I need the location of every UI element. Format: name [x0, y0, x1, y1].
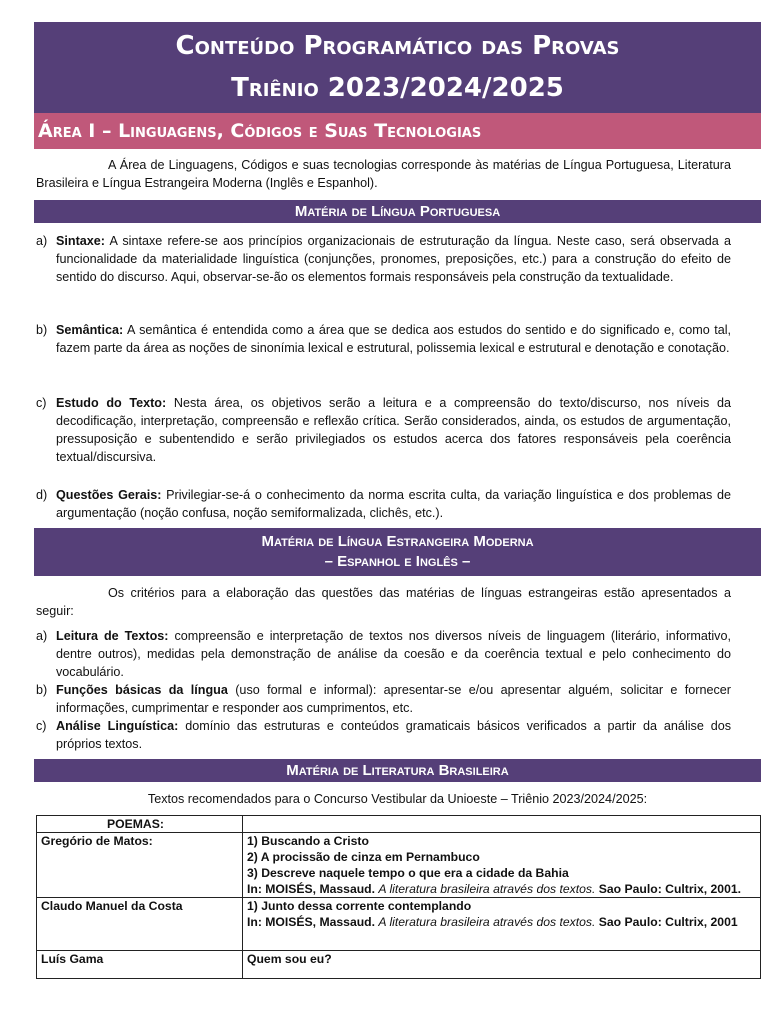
- list-marker: c): [36, 396, 47, 410]
- document-title: Conteúdo Programático das Provas: [175, 31, 620, 61]
- list-item: [36, 232, 731, 286]
- list-marker: d): [36, 488, 48, 502]
- list-marker: c): [36, 719, 47, 733]
- document-title-banner: [34, 22, 761, 113]
- list-item-text: Privilegiar-se-á o conhecimento da norma escrita culta, da variação linguística e dos problemas de argumentação (noção confusa, noção semiformalizada, clichês, etc.).: [56, 488, 731, 520]
- poems-cell: [243, 898, 761, 951]
- list-item: [36, 486, 731, 522]
- estrangeira-intro: Os critérios para a elaboração das questões das matérias de línguas estrangeiras estão apresentados a seguir:: [36, 586, 731, 618]
- poems-cell: [243, 951, 761, 979]
- table-row: [37, 898, 761, 951]
- section-heading-literatura: Matéria de Literatura Brasileira: [34, 759, 761, 782]
- poems-table: [36, 815, 761, 979]
- area-heading: Área I – Linguagens, Códigos e Suas Tecnologias: [34, 113, 761, 149]
- reference-title: A literatura brasileira através dos textos.: [378, 915, 596, 929]
- poem-title: 2) A procissão de cinza em Pernambuco: [247, 850, 480, 864]
- author-cell: Luís Gama: [37, 951, 243, 979]
- area-intro: A Área de Linguagens, Códigos e suas tecnologias corresponde às matérias de Língua Portuguesa, Literatura Brasileira e Língua Estrangeira Moderna (Inglês e Espanhol).: [36, 158, 731, 190]
- list-item-text: compreensão e interpretação de textos nos diversos níveis de linguagem (literário, informativo, dentre outros), medidas pela demonstração de análise da coesão e da coerência textual e pelo conhecimento do vocabulário.: [56, 629, 731, 679]
- list-item-term: Funções básicas da língua: [56, 683, 228, 697]
- table-row: [37, 833, 761, 898]
- list-item-term: Leitura de Textos:: [56, 629, 169, 643]
- reference-title: A literatura brasileira através dos textos.: [378, 882, 596, 896]
- list-item: [36, 627, 731, 681]
- reference-suffix: Sao Paulo: Cultrix, 2001: [595, 915, 738, 929]
- poem-title: 3) Descreve naquele tempo o que era a cidade da Bahia: [247, 866, 569, 880]
- poems-cell: [243, 833, 761, 898]
- list-marker: a): [36, 629, 48, 643]
- list-item-term: Estudo do Texto:: [56, 396, 167, 410]
- reference-prefix: In: MOISÉS, Massaud.: [247, 915, 379, 929]
- list-marker: b): [36, 323, 48, 337]
- section-heading-estrangeira: [34, 528, 761, 576]
- section-heading-portuguesa: Matéria de Língua Portuguesa: [34, 200, 761, 223]
- list-item-text: A semântica é entendida como a área que se dedica aos estudos do sentido e do significado e, como tal, fazem parte da área as noções de sinonímia lexical e estrutural, polissemia lexical e estrutural e denotação e conotação.: [56, 323, 731, 355]
- document-subtitle: Triênio 2023/2024/2025: [231, 73, 564, 103]
- list-item-text: Nesta área, os objetivos serão a leitura e a compreensão do texto/discurso, nos níveis da decodificação, interpretação, compreensão e reflexão crítica. Serão considerados, ainda, os estudos de argumentação, pressuposição e subentendido e serão privilegiados os estudos acerca dos fatores responsáveis pela coerência textual/discursiva.: [56, 396, 731, 464]
- list-marker: b): [36, 683, 48, 697]
- reference-suffix: Sao Paulo: Cultrix, 2001.: [595, 882, 742, 896]
- section-heading-line: Matéria de Língua Estrangeira Moderna: [261, 533, 534, 550]
- list-item: [36, 717, 731, 753]
- list-item-text: domínio das estruturas e conteúdos gramaticais básicos verificados a partir da análise dos próprios textos.: [56, 719, 732, 751]
- author-cell: Claudo Manuel da Costa: [37, 898, 243, 951]
- section-heading-line: – Espanhol e Inglês –: [324, 553, 471, 570]
- list-item-text: (uso formal e informal): apresentar-se e/ou apresentar alguém, solicitar e fornecer informações, cumprimentar e responder aos cumprimentos, etc.: [56, 683, 731, 715]
- table-header-cell: [243, 816, 761, 833]
- list-item-term: Semântica:: [56, 323, 124, 337]
- literatura-subtitle: Textos recomendados para o Concurso Vestibular da Unioeste – Triênio 2023/2024/2025:: [147, 792, 648, 806]
- list-item-text: A sintaxe refere-se aos princípios organizacionais de estruturação da língua. Neste caso, será observada a funcionalidade da materialidade linguística (conjunções, pronomes, preposições, etc.) para a construção do efeito de sentido do discurso. Aqui, observar-se-ão os elementos formais responsáveis pela construção da textualidade.: [56, 234, 731, 284]
- table-header-row: [37, 816, 761, 833]
- poem-reference: [247, 881, 756, 897]
- table-row: [37, 951, 761, 979]
- poem-title: 1) Junto dessa corrente contemplando: [247, 899, 472, 913]
- table-header-cell: POEMAS:: [37, 816, 243, 833]
- poem-title: Quem sou eu?: [247, 952, 332, 966]
- list-marker: a): [36, 234, 48, 248]
- poem-title: 1) Buscando a Cristo: [247, 834, 369, 848]
- list-item: [36, 321, 731, 357]
- poem-reference: [247, 914, 756, 930]
- list-item-term: Questões Gerais:: [56, 488, 162, 502]
- author-cell: Gregório de Matos:: [37, 833, 243, 898]
- list-item-term: Sintaxe:: [56, 234, 105, 248]
- list-item-term: Análise Linguística:: [56, 719, 179, 733]
- list-item: [36, 681, 731, 717]
- list-item: [36, 394, 731, 466]
- reference-prefix: In: MOISÉS, Massaud.: [247, 882, 379, 896]
